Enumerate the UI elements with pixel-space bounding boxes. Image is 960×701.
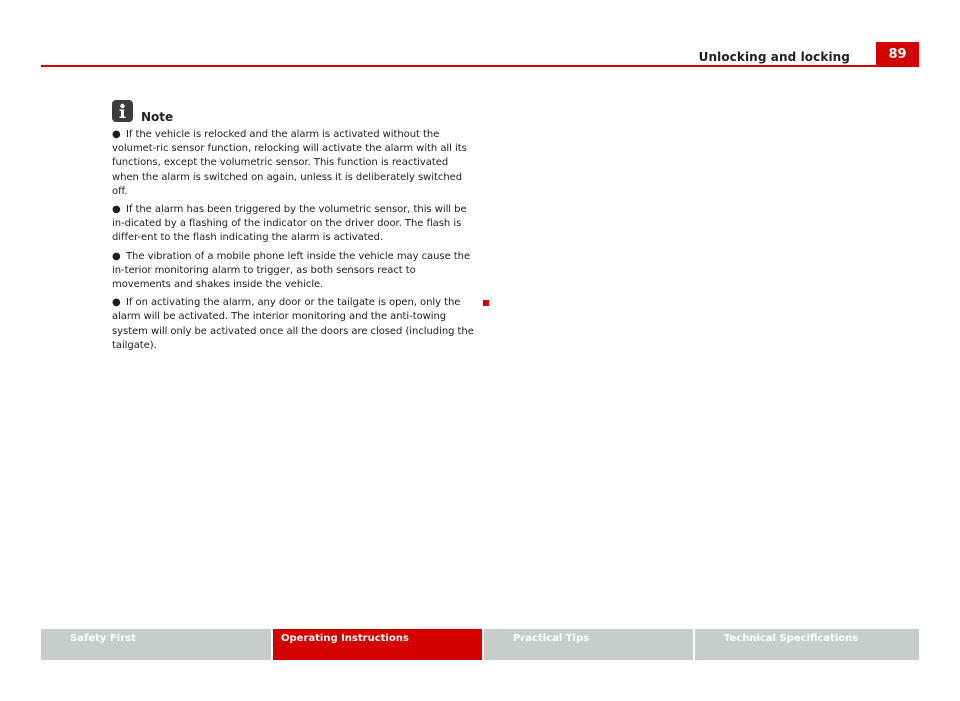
note-item — [112, 203, 474, 246]
tab-practical-tips[interactable]: Practical Tips — [484, 629, 693, 660]
bullet-icon: ● — [112, 297, 121, 309]
note-label: Note — [141, 110, 174, 124]
note-item — [112, 250, 474, 293]
header-rule — [41, 65, 919, 67]
footer-navigation — [41, 629, 919, 660]
bullet-icon: ● — [112, 129, 121, 140]
tab-technical-specifications[interactable]: Technical Specifications — [695, 629, 919, 660]
note-item-text: The vibration of a mobile phone left inside the vehicle may cause the in-terior monitoring alarm to trigger, as both sensors react to movements and shakes inside the vehicle. — [112, 250, 471, 291]
note-item-text: If the vehicle is relocked and the alarm is activated without the volumet-ric sensor function, relocking will activate the alarm with all its functions, except the volumetric sensor. This function is reactivated when the alarm is switched on again, unless it is deliberately switched off. — [112, 129, 467, 197]
note-item-text: If the alarm has been triggered by the volumetric sensor, this will be in-dicated by a flashing of the indicator on the driver door. The flash is differ-ent to the flash indicating the alarm is activated. — [112, 204, 467, 244]
bullet-icon: ● — [112, 250, 121, 262]
note-items — [112, 128, 472, 353]
note-item — [112, 128, 474, 199]
section-end-marker-icon — [483, 300, 489, 306]
note-item-text: If on activating the alarm, any door or the tailgate is open, only the alarm will be activated. The interior monitoring and the anti-towing system will only be activated once all the doors are closed (including the tailgate). — [112, 297, 474, 351]
note-item — [112, 296, 474, 353]
note-block — [112, 96, 472, 357]
note-header — [112, 96, 472, 122]
tab-operating-instructions[interactable]: Operating Instructions — [273, 629, 482, 660]
info-i-icon — [112, 100, 133, 122]
tab-safety-first[interactable]: Safety First — [41, 629, 271, 660]
bullet-icon: ● — [112, 204, 121, 216]
section-title: Unlocking and locking — [698, 50, 850, 64]
page-number-badge: 89 — [876, 42, 919, 67]
